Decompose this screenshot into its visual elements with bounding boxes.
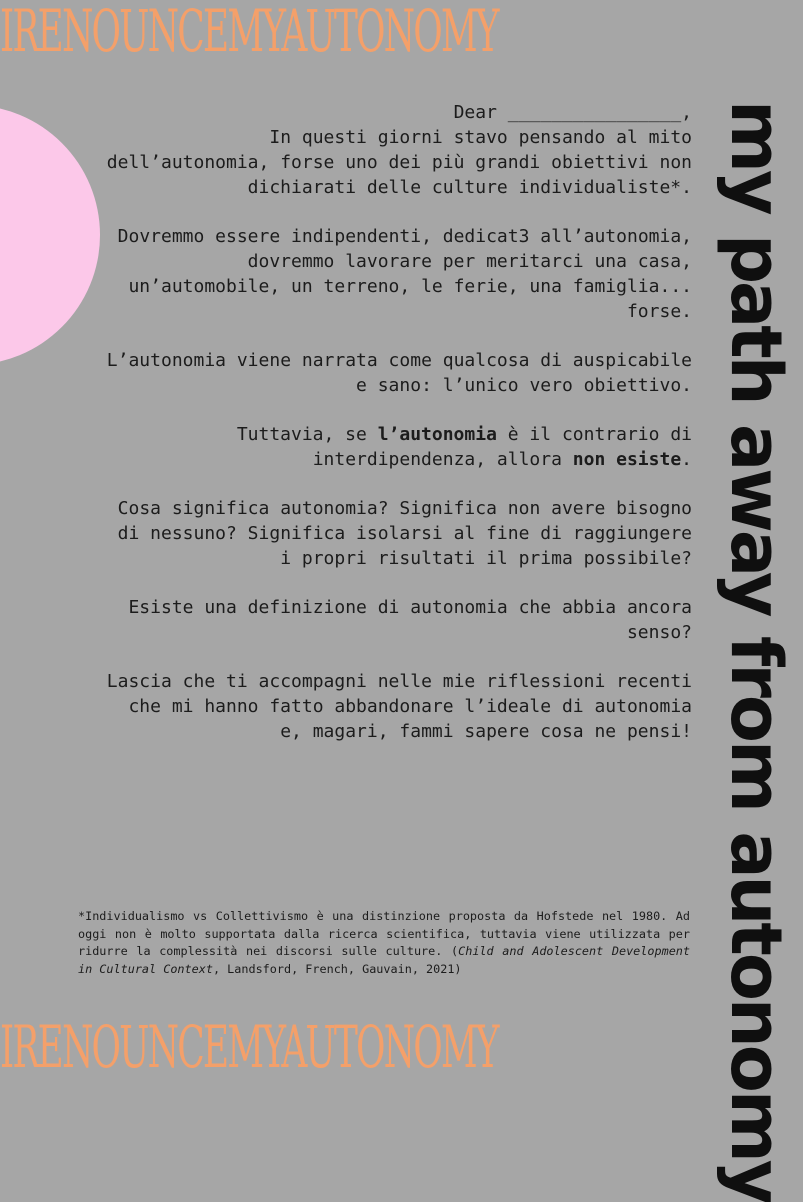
footnote-tail: , Landsford, French, Gauvain, 2021)	[212, 961, 462, 976]
side-title	[715, 100, 797, 1202]
p4-bold-autonomia: l’autonomia	[377, 424, 497, 445]
top-banner-text: IRENOUNCEMYAUTONOMY	[0, 0, 498, 65]
footnote-text: *Individualismo vs Collettivismo è una distinzione proposta da Hofstede nel 1980. Ad oggi non è molto supportata dalla ricerca scientifica, tuttavia viene utilizzata per ridurre la complessità nei discorsi sulle culture. (	[78, 909, 690, 958]
letter-paragraph-7: Lascia che ti accompagni nelle mie riflessioni recenti che mi hanno fatto abbandonare l’ideale di autonomia e, magari, fammi sapere cosa ne pensi!	[106, 671, 692, 742]
bottom-banner-text: IRENOUNCEMYAUTONOMY	[0, 1013, 498, 1081]
top-banner	[0, 0, 768, 65]
p4-bold-non-esiste: non esiste	[572, 449, 682, 470]
p4-text-a: Tuttavia, se	[236, 424, 378, 445]
letter-paragraph-5: Cosa significa autonomia? Significa non avere bisogno di nessuno? Significa isolarsi al fine di raggiungere i propri risultati il prima possibile?	[117, 498, 692, 569]
letter-paragraph-3: L’autonomia viene narrata come qualcosa di auspicabile e sano: l’unico vero obiettivo.	[106, 350, 692, 396]
letter-paragraph-6: Esiste una definizione di autonomia che abbia ancora senso?	[128, 597, 692, 643]
letter-paragraph-2: Dovremmo essere indipendenti, dedicat3 all’autonomia, dovremmo lavorare per meritarci una casa, un’automobile, un terreno, le ferie, una famiglia... forse.	[117, 226, 692, 322]
p4-text-e: .	[681, 449, 692, 470]
pink-circle-decoration	[0, 105, 100, 365]
letter-body	[100, 100, 692, 768]
letter-paragraph-1: In questi giorni stavo pensando al mito dell’autonomia, forse uno dei più grandi obiettivi non dichiarati delle culture individualiste*.	[106, 127, 692, 198]
letter-greeting: Dear ________________,	[453, 102, 692, 123]
p4-text-c: è il contrario di interdipendenza, allora	[312, 424, 692, 470]
side-title-text: my path away from autonomy	[715, 100, 797, 1202]
footnote-book-title: Child and Adolescent Development in Cultural Context	[78, 944, 691, 976]
letter-paragraph-4	[100, 422, 692, 472]
bottom-banner	[0, 1013, 768, 1081]
footnote	[78, 908, 690, 978]
